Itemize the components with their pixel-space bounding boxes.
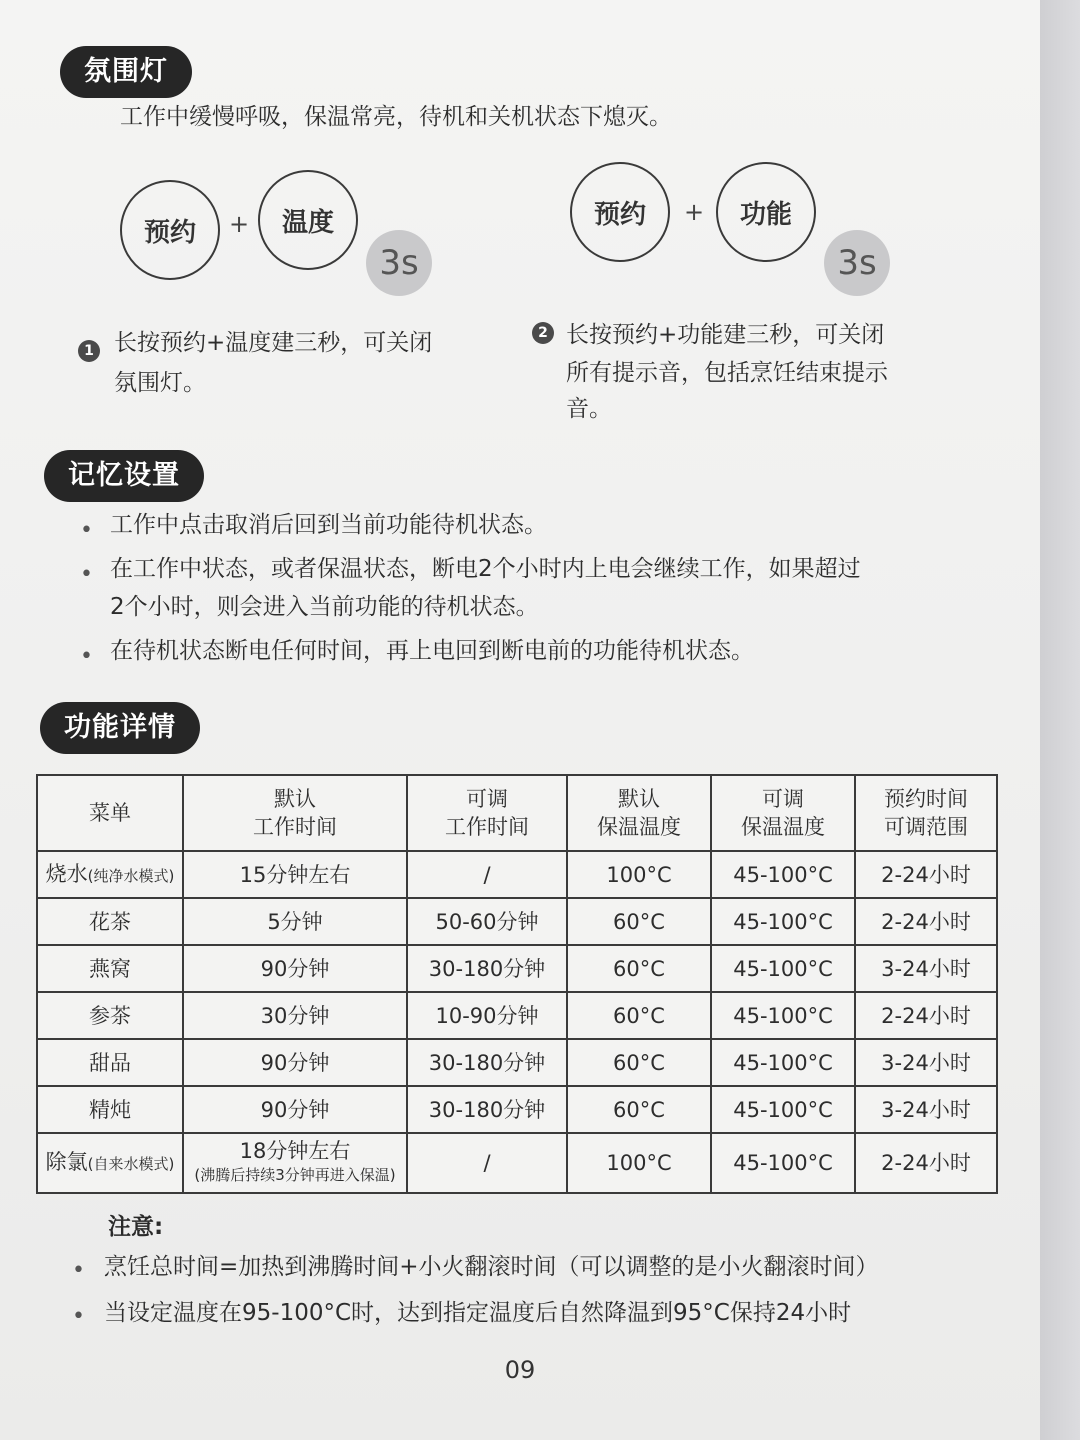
- page-number: 09: [504, 1356, 536, 1384]
- cell-adjustable-time: 30-180分钟: [407, 945, 567, 992]
- cell-keep-warm-range: 45-100°C: [711, 992, 855, 1039]
- cell-reservation-range: 3-24小时: [855, 1086, 997, 1133]
- table-row: [37, 851, 997, 898]
- cell-keep-warm-range: 45-100°C: [711, 1133, 855, 1193]
- memory-bullet-3: 在待机状态断电任何时间，再上电回到断电前的功能待机状态。: [110, 638, 754, 664]
- table-row: [37, 1133, 997, 1193]
- cell-menu: 烧水(纯净水模式): [37, 851, 183, 898]
- cell-default-time: 30分钟: [183, 992, 407, 1039]
- cell-keep-warm-range: 45-100°C: [711, 1039, 855, 1086]
- memory-bullet-1: 工作中点击取消后回到当前功能待机状态。: [110, 512, 547, 538]
- cell-menu: 花茶: [37, 898, 183, 945]
- table-row: [37, 992, 997, 1039]
- hold-3s-badge: 3s: [366, 230, 432, 296]
- cell-reservation-range: 2-24小时: [855, 898, 997, 945]
- cell-keep-warm: 60°C: [567, 992, 711, 1039]
- step-1-line-2: 氛围灯。: [114, 370, 206, 396]
- ambient-description: 工作中缓慢呼吸，保温常亮，待机和关机状态下熄灭。: [120, 104, 672, 130]
- cell-menu: 参茶: [37, 992, 183, 1039]
- cell-default-time: 5分钟: [183, 898, 407, 945]
- header-reservation-range: 预约时间 可调范围: [855, 775, 997, 851]
- cell-adjustable-time: /: [407, 1133, 567, 1193]
- cell-default-time: 90分钟: [183, 1086, 407, 1133]
- step-2-line-1: 长按预约+功能建三秒，可关闭: [566, 322, 885, 348]
- bullet-dot: •: [80, 562, 93, 587]
- section-title-memory: 记忆设置: [44, 450, 204, 502]
- header-default-time: 默认 工作时间: [183, 775, 407, 851]
- cell-reservation-range: 3-24小时: [855, 1039, 997, 1086]
- cell-adjustable-time: 30-180分钟: [407, 1039, 567, 1086]
- plus-sign: +: [229, 210, 250, 238]
- note-2: 当设定温度在95-100°C时，达到指定温度后自然降温到95°C保持24小时: [104, 1300, 852, 1326]
- section-title-function-details: 功能详情: [40, 702, 200, 754]
- table-header-row: [37, 775, 997, 851]
- cell-keep-warm-range: 45-100°C: [711, 945, 855, 992]
- table-row: [37, 945, 997, 992]
- table-row: [37, 898, 997, 945]
- cell-reservation-range: 3-24小时: [855, 945, 997, 992]
- cell-reservation-range: 2-24小时: [855, 1133, 997, 1193]
- step-2-line-3: 音。: [566, 396, 612, 422]
- header-adjustable-time: 可调 工作时间: [407, 775, 567, 851]
- header-menu: 菜单: [37, 775, 183, 851]
- cell-keep-warm: 60°C: [567, 945, 711, 992]
- cell-menu: 甜品: [37, 1039, 183, 1086]
- cell-keep-warm: 60°C: [567, 1086, 711, 1133]
- cell-reservation-range: 2-24小时: [855, 992, 997, 1039]
- cell-adjustable-time: 10-90分钟: [407, 992, 567, 1039]
- cell-keep-warm-range: 45-100°C: [711, 1086, 855, 1133]
- bullet-dot: •: [80, 644, 93, 669]
- button-temperature: 温度: [258, 170, 358, 270]
- step-1-line-1: 长按预约+温度建三秒，可关闭: [114, 330, 433, 356]
- table-row: [37, 1039, 997, 1086]
- cell-keep-warm: 60°C: [567, 1039, 711, 1086]
- memory-bullet-2-cont: 2个小时，则会进入当前功能的待机状态。: [110, 594, 539, 620]
- background-edge: [1040, 0, 1080, 1440]
- button-function: 功能: [716, 162, 816, 262]
- bullet-dot: •: [72, 1304, 85, 1329]
- cell-keep-warm: 100°C: [567, 1133, 711, 1193]
- header-adjustable-keep-warm: 可调 保温温度: [711, 775, 855, 851]
- memory-bullet-2: 在工作中状态，或者保温状态，断电2个小时内上电会继续工作，如果超过: [110, 556, 861, 582]
- cell-keep-warm: 60°C: [567, 898, 711, 945]
- hold-3s-badge: 3s: [824, 230, 890, 296]
- cell-menu: 除氯(自来水模式): [37, 1133, 183, 1193]
- cell-menu: 燕窝: [37, 945, 183, 992]
- cell-adjustable-time: /: [407, 851, 567, 898]
- section-title-ambient-light: 氛围灯: [60, 46, 192, 98]
- bullet-dot: •: [72, 1258, 85, 1283]
- cell-reservation-range: 2-24小时: [855, 851, 997, 898]
- cell-keep-warm: 100°C: [567, 851, 711, 898]
- cell-adjustable-time: 50-60分钟: [407, 898, 567, 945]
- table-row: [37, 1086, 997, 1133]
- bullet-dot: •: [80, 518, 93, 543]
- step-2-line-2: 所有提示音，包括烹饪结束提示: [566, 360, 888, 386]
- cell-default-time: 90分钟: [183, 945, 407, 992]
- cell-default-time: 90分钟: [183, 1039, 407, 1086]
- step-number-2: 2: [532, 322, 554, 344]
- cell-menu: 精炖: [37, 1086, 183, 1133]
- cell-keep-warm-range: 45-100°C: [711, 851, 855, 898]
- header-default-keep-warm: 默认 保温温度: [567, 775, 711, 851]
- plus-sign: +: [684, 198, 705, 226]
- cell-default-time: 18分钟左右 (沸腾后持续3分钟再进入保温): [183, 1133, 407, 1193]
- notes-title: 注意:: [108, 1214, 164, 1240]
- note-1: 烹饪总时间=加热到沸腾时间+小火翻滚时间（可以调整的是小火翻滚时间）: [104, 1254, 879, 1280]
- cell-keep-warm-range: 45-100°C: [711, 898, 855, 945]
- cell-adjustable-time: 30-180分钟: [407, 1086, 567, 1133]
- cell-default-time: 15分钟左右: [183, 851, 407, 898]
- button-reservation: 预约: [570, 162, 670, 262]
- step-number-1: 1: [78, 340, 100, 362]
- function-details-table: [36, 774, 998, 1194]
- button-reservation: 预约: [120, 180, 220, 280]
